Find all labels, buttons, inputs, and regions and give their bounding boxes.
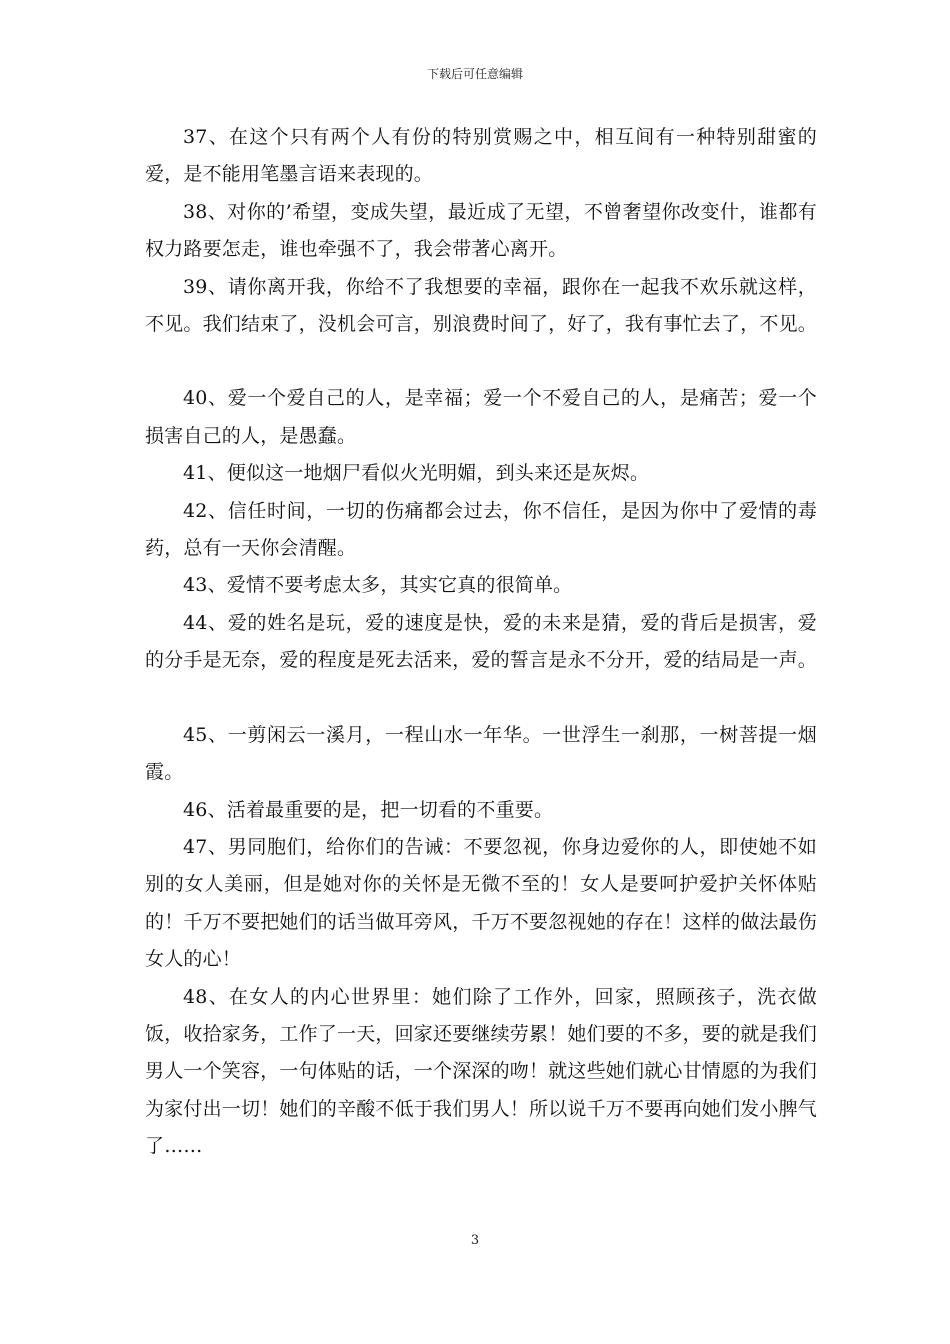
paragraph-42: 42、信任时间，一切的伤痛都会过去，你不信任，是因为你中了爱情的毒药，总有一天你会清醒。 xyxy=(145,499,817,560)
paragraph-40: 40、爱一个爱自己的人，是幸福；爱一个不爱自己的人，是痛苦；爱一个损害自己的人，是愚蠢。 xyxy=(145,387,817,447)
paragraph-43: 43、爱情不要考虑太多，其实它真的很简单。 xyxy=(183,574,573,597)
paragraph-38: 38、对你的’希望，变成失望，最近成了无望，不曾奢望你改变什，谁都有权力路要怎走，谁也牵强不了，我会带著心离开。 xyxy=(145,200,817,261)
document-body xyxy=(145,119,817,1166)
paragraph-39: 39、请你离开我，你给不了我想要的幸福，跟你在一起我不欢乐就这样，不见。我们结束了，没机会可言，别浪费时间了，好了，我有事忙去了，不见。 xyxy=(145,275,818,336)
paragraph-46: 46、活着最重要的是，把一切看的不重要。 xyxy=(183,798,554,821)
paragraph-41: 41、便似这一地烟尸看似火光明媚，到头来还是灰烬。 xyxy=(183,462,650,485)
paragraph-45: 45、一剪闲云一溪月，一程山水一年华。一世浮生一刹那，一树菩提一烟霞。 xyxy=(145,723,817,784)
paragraph-44: 44、爱的姓名是玩，爱的速度是快，爱的未来是猜，爱的背后是损害，爱的分手是无奈，爱的程度是死去活来，爱的誓言是永不分开，爱的结局是一声。 xyxy=(145,611,818,672)
page-header: 下载后可任意编辑 xyxy=(426,67,523,81)
paragraph-47: 47、男同胞们，给你们的告诫：不要忽视，你身边爱你的人，即使她不如别的女人美丽，但是她对你的关怀是无微不至的！女人是要呵护爱护关怀体贴的！千万不要把她们的话当做耳旁风，千万不要忽视她的存在！这样的做法最伤女人的心！ xyxy=(145,835,818,971)
paragraph-37: 37、在这个只有两个人有份的特别赏赐之中，相互间有一种特别甜蜜的爱，是不能用笔墨言语来表现的。 xyxy=(145,126,817,186)
paragraph-48: 48、在女人的内心世界里：她们除了工作外，回家，照顾孩子，洗衣做饭，收拾家务，工作了一天，回家还要继续劳累！她们要的不多，要的就是我们男人一个笑容，一句体贴的话，一个深深的吻！就这些她们就心甘情愿的为我们为家付出一切！她们的辛酸不低于我们男人！所以说千万不要再向她们发小脾气了…… xyxy=(145,985,818,1158)
page-number: 3 xyxy=(470,1233,480,1248)
